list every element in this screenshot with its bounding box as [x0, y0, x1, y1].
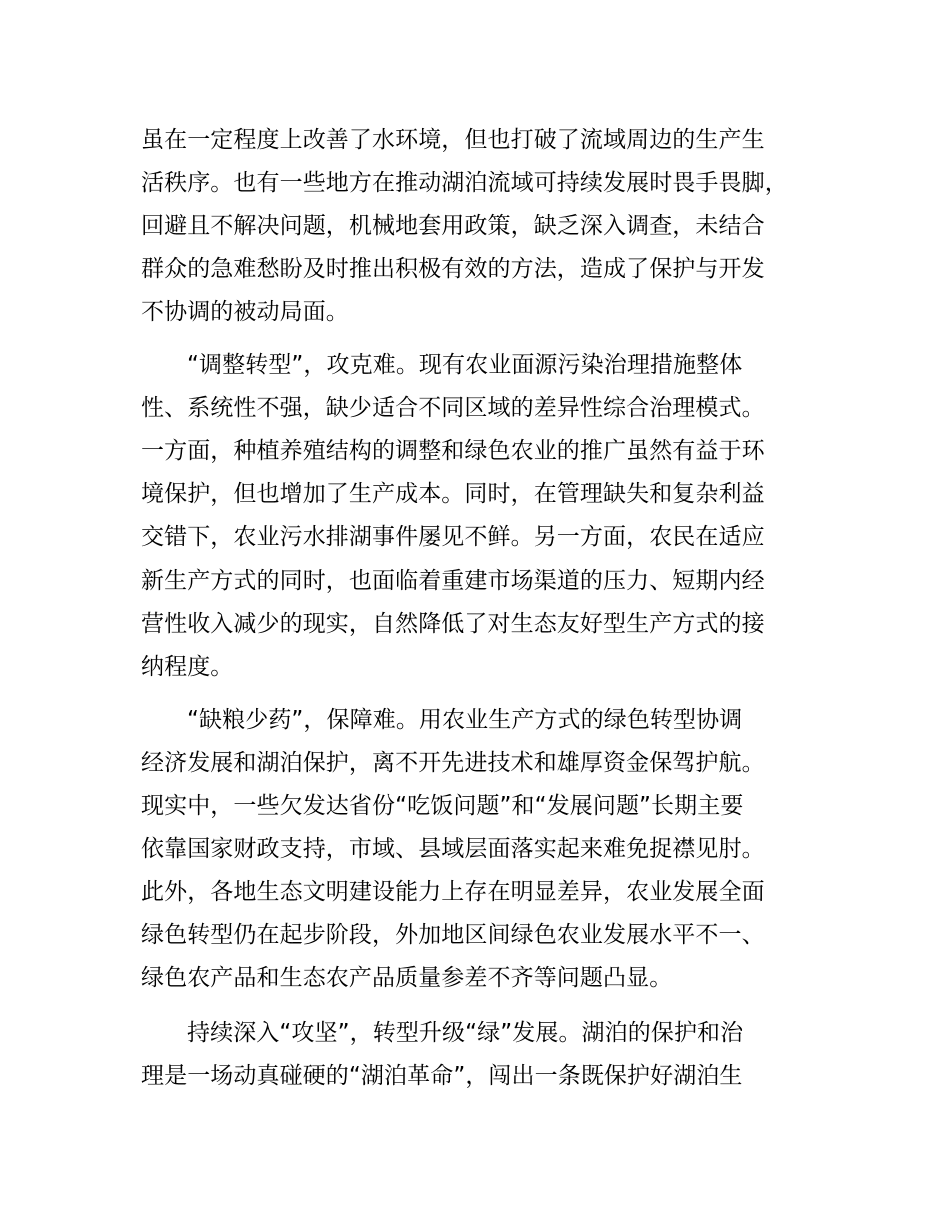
paragraph-3-line-6: 绿色转型仍在起步阶段，外加地区间绿色农业发展水平不一、: [141, 922, 765, 948]
paragraph-2-line-2: 性、系统性不强，缺少适合不同区域的差异性综合治理模式。: [141, 395, 765, 421]
paragraph-1-line-1: 虽在一定程度上改善了水环境，但也打破了流域周边的生产生: [141, 127, 765, 153]
paragraph-2-line-8: 纳程度。: [141, 654, 234, 680]
paragraph-1-line-5: 不协调的被动局面。: [141, 299, 349, 325]
paragraph-2-line-4: 境保护，但也增加了生产成本。同时，在管理缺失和复杂利益: [141, 481, 765, 507]
paragraph-2-line-7: 营性收入减少的现实，自然降低了对生态友好型生产方式的接: [141, 611, 765, 637]
paragraph-1-line-3: 回避且不解决问题，机械地套用政策，缺乏深入调查，未结合: [141, 213, 765, 239]
paragraph-2-line-6: 新生产方式的同时，也面临着重建市场渠道的压力、短期内经: [141, 568, 765, 594]
paragraph-3-line-4: 依靠国家财政支持，市域、县域层面落实起来难免捉襟见肘。: [141, 836, 765, 862]
paragraph-3-line-5: 此外，各地生态文明建设能力上存在明显差异，农业发展全面: [141, 879, 765, 905]
paragraph-2-line-3: 一方面，种植养殖结构的调整和绿色农业的推广虽然有益于环: [141, 438, 765, 464]
paragraph-3-line-3: 现实中，一些欠发达省份“吃饭问题”和“发展问题”长期主要: [141, 793, 744, 819]
paragraph-3-line-2: 经济发展和湖泊保护，离不开先进技术和雄厚资金保驾护航。: [141, 750, 765, 776]
paragraph-2-line-1: “调整转型”，攻克难。现有农业面源污染治理措施整体: [187, 352, 743, 378]
paragraph-1-line-4: 群众的急难愁盼及时推出积极有效的方法，造成了保护与开发: [141, 256, 765, 282]
paragraph-3-line-1: “缺粮少药”，保障难。用农业生产方式的绿色转型协调: [187, 707, 743, 733]
paragraph-1-line-2: 活秩序。也有一些地方在推动湖泊流域可持续发展时畏手畏脚，: [141, 170, 788, 196]
paragraph-4-line-2: 理是一场动真碰硬的“湖泊革命”，闯出一条既保护好湖泊生: [141, 1063, 743, 1089]
paragraph-4-line-1: 持续深入“攻坚”，转型升级“绿”发展。湖泊的保护和治: [187, 1020, 744, 1046]
paragraph-3-line-7: 绿色农产品和生态农产品质量参差不齐等问题凸显。: [141, 965, 673, 991]
paragraph-2-line-5: 交错下，农业污水排湖事件屡见不鲜。另一方面，农民在适应: [141, 524, 765, 550]
